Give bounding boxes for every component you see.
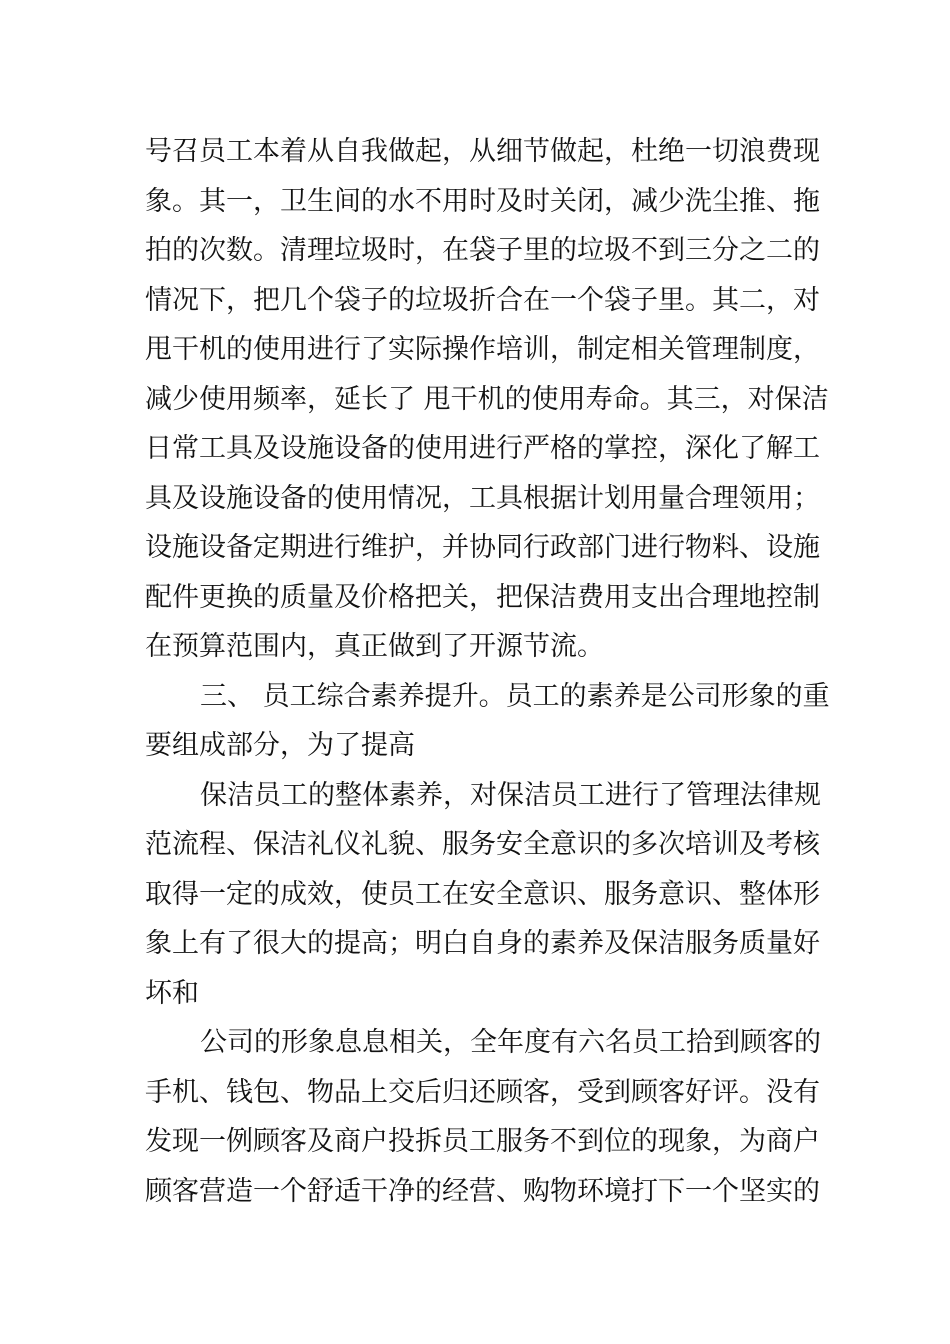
- text-line: 设施设备定期进行维护，并协同行政部门进行物料、设施: [145, 532, 820, 563]
- text-line: 号召员工本着从自我做起，从细节做起，杜绝一切浪费现: [145, 136, 820, 167]
- text-line: 要组成部分，为了提高: [145, 730, 415, 761]
- text-line: 具及设施设备的使用情况，工具根据计划用量合理领用；: [145, 482, 820, 514]
- document-body: [145, 127, 830, 1216]
- text-line: 范流程、保洁礼仪礼貌、服务安全意识的多次培训及考核: [145, 829, 820, 860]
- text-line: 公司的形象息息相关，全年度有六名员工拾到顾客的: [200, 1027, 821, 1058]
- text-line: 三、 员工综合素养提升。员工的素养是公司形象的重: [200, 680, 830, 712]
- text-line: 象。其一，卫生间的水不用时及时关闭，减少洗尘推、拖: [145, 185, 820, 217]
- text-line: 拍的次数。清理垃圾时，在袋子里的垃圾不到三分之二的: [145, 235, 820, 266]
- text-line: 手机、钱包、物品上交后归还顾客，受到顾客好评。没有: [145, 1076, 820, 1108]
- text-line: 顾客营造一个舒适干净的经营、购物环境打下一个坚实的: [145, 1175, 820, 1207]
- text-line: 象上有了很大的提高；明白自身的素养及保洁服务质量好: [145, 928, 820, 959]
- text-line: 在预算范围内，真正做到了开源节流。: [145, 631, 604, 662]
- text-line: 情况下，把几个袋子的垃圾折合在一个袋子里。其二，对: [145, 284, 820, 316]
- text-line: 甩干机的使用进行了实际操作培训，制定相关管理制度，: [145, 334, 820, 365]
- text-line: 发现一例顾客及商户投拆员工服务不到位的现象，为商户: [145, 1126, 820, 1157]
- paragraph-section-three-heading: [145, 672, 830, 771]
- text-line: 坏和: [145, 977, 199, 1009]
- paragraph-staff-training: [145, 771, 821, 1019]
- text-line: 保洁员工的整体素养，对保洁员工进行了管理法律规: [200, 779, 821, 811]
- text-line: 日常工具及设施设备的使用进行严格的掌控，深化了解工: [145, 433, 820, 464]
- paragraph-company-image: [145, 1018, 821, 1216]
- text-line: 配件更换的质量及价格把关，把保洁费用支出合理地控制: [145, 581, 820, 613]
- text-line: 取得一定的成效，使员工在安全意识、服务意识、整体形: [145, 878, 820, 910]
- paragraph-cost-saving: [145, 127, 829, 672]
- text-line: 减少使用频率，延长了 甩干机的使用寿命。其三，对保洁: [145, 383, 829, 415]
